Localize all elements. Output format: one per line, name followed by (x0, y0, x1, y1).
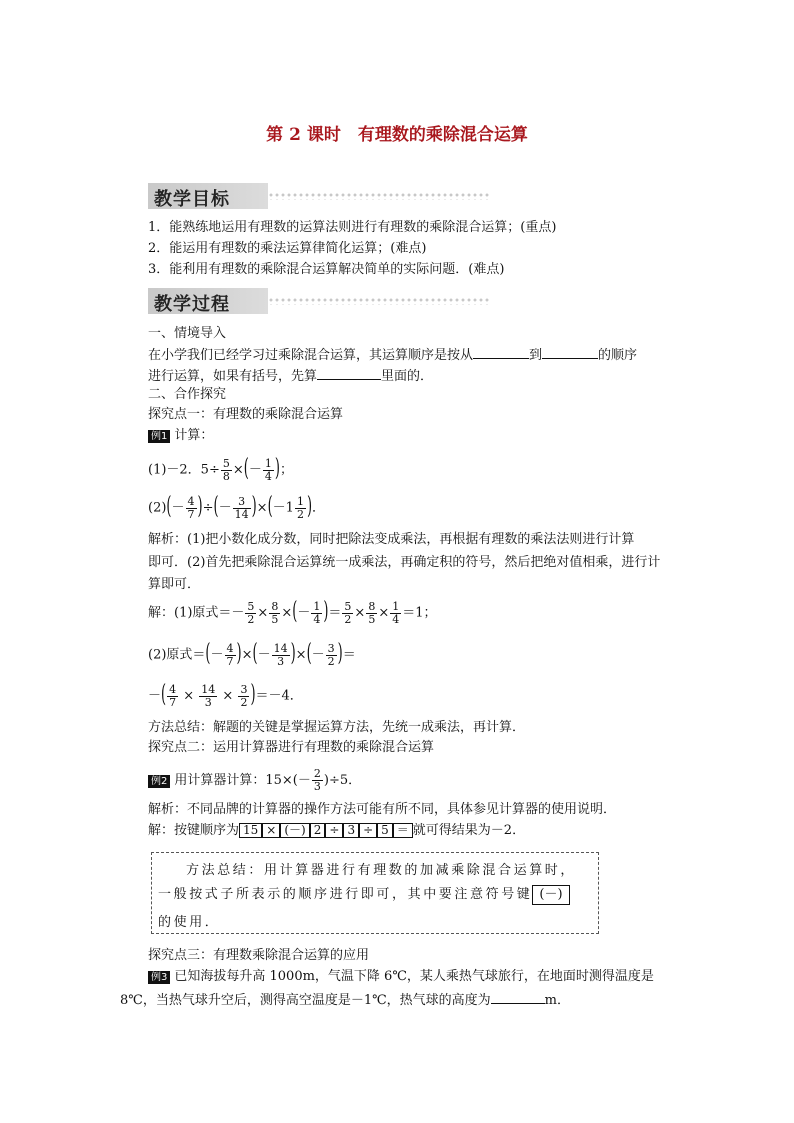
analysis-line: 算即可． (148, 577, 201, 592)
box-line: 的使用． (158, 915, 221, 930)
problem-1: (1)－2．5÷ $\frac{5}{8}$ ×(－ $\frac{1}{4}$ )； (148, 454, 293, 484)
analysis-line: 解析：不同品牌的计算器的操作方法可能有所不同，具体参见计算器的使用说明． (148, 802, 617, 817)
key-equals: ＝ (393, 823, 413, 838)
example-text: m． (544, 993, 570, 1008)
fraction: $\frac{4}{7}$ (187, 494, 195, 521)
key-15: 15 (239, 823, 262, 838)
intro-text: 里面的． (381, 369, 434, 384)
example-text: 已知海拔每升高 1000m，气温下降 6℃，某人乘热气球旅行，在地面时测得温度是 (174, 969, 654, 984)
fraction: $\frac{3}{2}$ (240, 682, 248, 709)
section-banner-process (148, 288, 490, 314)
solution-text: ＝ (342, 647, 356, 663)
fraction: $\frac{14}{3}$ (201, 682, 216, 709)
problem-text: ； (279, 462, 293, 478)
section-title-process: 教学过程 (154, 294, 230, 315)
intro-line-2 (148, 367, 433, 385)
times-sign: × (256, 500, 268, 516)
key-divide: ÷ (325, 823, 343, 838)
fraction: $\frac{3}{2}$ (327, 641, 335, 668)
fraction: $\frac{1}{4}$ (313, 599, 321, 626)
fraction: $\frac{1}{4}$ (392, 599, 400, 626)
analysis-line: 即可．(2)首先把乘除混合运算统一成乘法，再确定积的符号，然后把绝对值相乘，进行计 (148, 555, 661, 570)
goal-item: 3．能利用有理数的乘除混合运算解决简单的实际问题．(难点) (148, 262, 505, 277)
key-divide: ÷ (359, 823, 377, 838)
key-3: 3 (343, 823, 359, 838)
key-5: 5 (377, 823, 393, 838)
explore-point-2: 探究点二：运用计算器进行有理数的乘除混合运算 (148, 740, 435, 755)
key-negative: (－) (280, 823, 309, 838)
explore-heading: 二、合作探究 (148, 387, 227, 402)
solution-2: (2)原式＝(－ $\frac{4}{7}$ )×(－ $\frac{14}{3}$ )×(－ $\frac{3}{2}$ )＝ (148, 639, 356, 669)
fraction: $\frac{1}{4}$ (264, 456, 272, 483)
solution-text: ＝1； (402, 605, 437, 621)
fraction: $\frac{2}{3}$ (313, 767, 321, 793)
problem-text: (2) (148, 500, 167, 516)
example-3-line-2 (120, 991, 570, 1009)
fraction: $\frac{4}{7}$ (226, 641, 234, 668)
fill-blank[interactable] (542, 346, 598, 359)
fraction: $\frac{5}{2}$ (247, 599, 255, 626)
times-sign: × (232, 462, 244, 478)
box-line: 一般按式子所表示的顺序进行即可，其中要注意符号键 (－) (158, 883, 570, 905)
solution-text: 解：(1)原式＝－ (148, 605, 245, 621)
div-sign: ÷ (202, 500, 214, 516)
intro-heading: 一、情境导入 (148, 326, 227, 341)
problem-2: (2)(－ $\frac{4}{7}$ )÷(－ $\frac{3}{14}$ )×(－1 $\frac{1}{2}$ )． (148, 492, 326, 522)
fraction: $\frac{14}{3}$ (273, 641, 288, 668)
whole-number: 1 (285, 500, 294, 516)
example-tag: 例2 (148, 775, 170, 788)
analysis-line: 解析：(1)把小数化成分数，同时把除法变成乘法，再根据有理数的乘法法则进行计算 (148, 532, 635, 547)
key-2: 2 (310, 823, 326, 838)
solution-3: －( $\frac{4}{7}$ × $\frac{14}{3}$ × $\frac{3}{2}$ )＝－4． (148, 680, 303, 710)
example-label: 计算： (174, 428, 214, 443)
example-tag: 例3 (148, 971, 170, 984)
intro-text: 进行运算，如果有括号，先算 (148, 369, 318, 384)
page-title: 第 2 课时 有理数的乘除混合运算 (266, 125, 528, 145)
goal-item: 2．能运用有理数的乘法运算律简化运算；(难点) (148, 241, 427, 256)
fraction: $\frac{5}{8}$ (222, 456, 230, 483)
fraction: $\frac{3}{14}$ (234, 494, 249, 521)
example-3-line-1 (148, 969, 654, 985)
fill-blank[interactable] (473, 346, 529, 359)
fill-blank[interactable] (317, 367, 381, 380)
example-label: 用计算器计算：15×(－ (174, 773, 311, 788)
example-tag: 例1 (148, 430, 170, 443)
section-title-goals: 教学目标 (154, 189, 230, 210)
negative-key: (－) (532, 885, 569, 905)
solution-text: 解：按键顺序为 (148, 823, 240, 838)
explore-point-3: 探究点三：有理数乘除混合运算的应用 (148, 948, 370, 963)
solution-text: (2)原式＝ (148, 647, 206, 663)
method-summary: 方法总结：解题的关键是掌握运算方法，先统一成乘法，再计算． (148, 720, 526, 735)
fraction: $\frac{4}{7}$ (169, 682, 177, 709)
intro-text: 在小学我们已经学习过乘除混合运算，其运算顺序是按从 (148, 348, 474, 363)
intro-line-1 (148, 346, 637, 364)
example-1-header (148, 428, 213, 444)
example-text: 8℃，当热气球升空后，测得高空温度是－1℃，热气球的高度为 (120, 993, 491, 1008)
method-summary-box (151, 852, 599, 934)
fraction: $\frac{8}{5}$ (368, 599, 376, 626)
fill-blank[interactable] (491, 991, 545, 1004)
problem-text: (1)－2．5÷ (148, 462, 220, 478)
example-2-header (148, 766, 361, 796)
solution-text: ＝－4． (255, 688, 303, 704)
fraction: $\frac{1}{2}$ (296, 494, 304, 521)
goal-item: 1．能熟练地运用有理数的运算法则进行有理数的乘除混合运算；(重点) (148, 220, 557, 235)
solution-text: 就可得结果为－2． (412, 823, 526, 838)
fraction: $\frac{8}{5}$ (271, 599, 279, 626)
section-banner-goals (148, 183, 490, 209)
fraction: $\frac{5}{2}$ (344, 599, 352, 626)
explore-point-1: 探究点一：有理数的乘除混合运算 (148, 407, 344, 422)
key-times: × (262, 823, 280, 838)
problem-text: ． (312, 500, 326, 516)
solution-1: 解：(1)原式＝－ $\frac{5}{2}$ × $\frac{8}{5}$ ×(－ $\frac{1}{4}$ )＝ $\frac{5}{2}$ × $\frac{8}{5}$ × $\frac{1}{4}$ ＝1； (148, 597, 437, 627)
intro-text: 到 (529, 348, 543, 363)
keypress-solution (148, 823, 525, 839)
intro-text: 的顺序 (598, 348, 638, 363)
box-line: 方法总结：用计算器进行有理数的加减乘除混合运算时， (186, 863, 577, 878)
example-label: )÷5． (323, 773, 362, 788)
